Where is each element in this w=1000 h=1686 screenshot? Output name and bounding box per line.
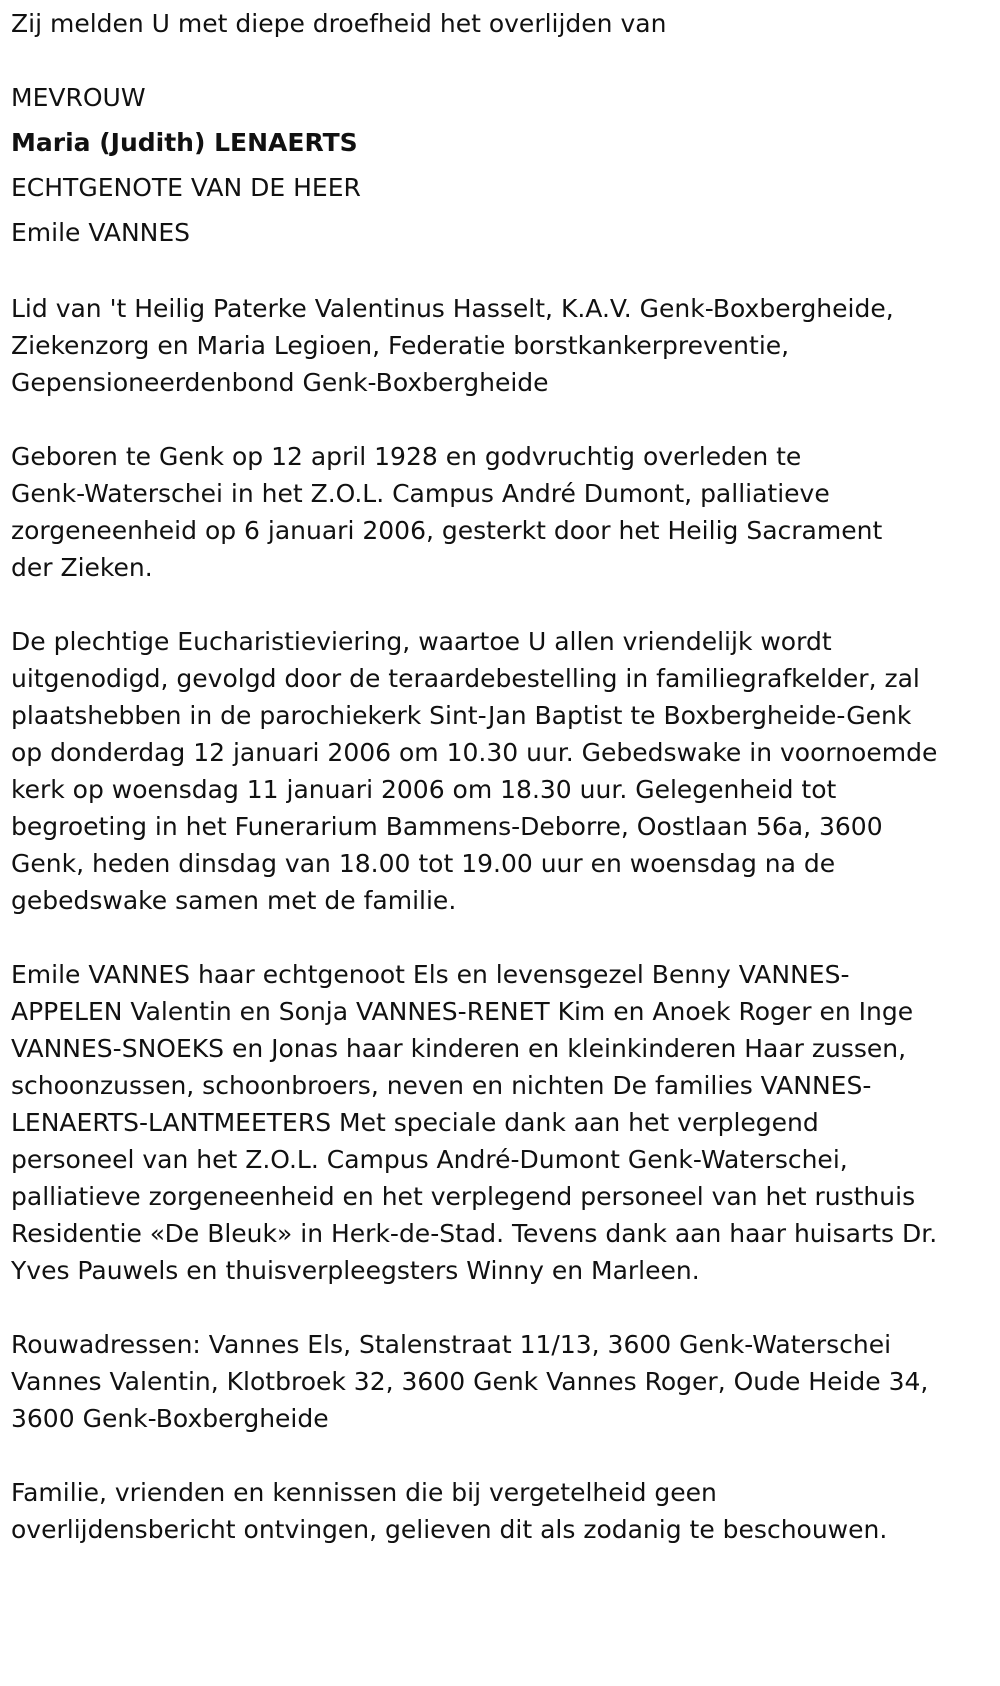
memberships-line: Ziekenzorg en Maria Legioen, Federatie borstkankerpreventie,	[11, 331, 790, 360]
birth-death-line: zorgeneenheid op 6 januari 2006, gesterkt door het Heilig Sacrament	[11, 516, 883, 545]
family-line: LENAERTS-LANTMEETERS Met speciale dank aan het verplegend	[11, 1108, 819, 1137]
family-line: Yves Pauwels en thuisverpleegsters Winny en Marleen.	[11, 1256, 700, 1285]
address-line: Rouwadressen: Vannes Els, Stalenstraat 11/13, 3600 Genk-Waterschei	[11, 1330, 892, 1359]
address-line: 3600 Genk-Boxbergheide	[11, 1404, 329, 1433]
family-line: schoonzussen, schoonbroers, neven en nichten De families VANNES-	[11, 1071, 872, 1100]
closing-line: overlijdensbericht ontvingen, gelieven dit als zodanig te beschouwen.	[11, 1515, 888, 1544]
closing-paragraph	[11, 1473, 996, 1547]
family-line: palliatieve zorgeneenheid en het verplegend personeel van het rusthuis	[11, 1182, 916, 1211]
deceased-name: Maria (Judith) LENAERTS	[11, 128, 358, 157]
family-line: VANNES-SNOEKS en Jonas haar kinderen en kleinkinderen Haar zussen,	[11, 1034, 907, 1063]
ceremony-paragraph	[11, 622, 996, 918]
memberships-line: Lid van 't Heilig Paterke Valentinus Hasselt, K.A.V. Genk-Boxbergheide,	[11, 294, 894, 323]
ceremony-line: gebedswake samen met de familie.	[11, 886, 457, 915]
deceased-title: MEVROUW	[11, 83, 146, 112]
ceremony-line: kerk op woensdag 11 januari 2006 om 18.30 uur. Gelegenheid tot	[11, 775, 837, 804]
family-line: personeel van het Z.O.L. Campus André-Dumont Genk-Waterschei,	[11, 1145, 848, 1174]
obituary-document	[11, 0, 996, 1547]
birth-death-line: Geboren te Genk op 12 april 1928 en godvruchtig overleden te	[11, 442, 802, 471]
family-paragraph	[11, 955, 996, 1288]
deceased-spouse: Emile VANNES	[11, 218, 191, 247]
closing-line: Familie, vrienden en kennissen die bij vergetelheid geen	[11, 1478, 717, 1507]
intro-line: Zij melden U met diepe droefheid het overlijden van	[11, 9, 667, 38]
ceremony-line: plaatshebben in de parochiekerk Sint-Jan Baptist te Boxbergheide-Genk	[11, 701, 912, 730]
family-line: Emile VANNES haar echtgenoot Els en levensgezel Benny VANNES-	[11, 960, 850, 989]
family-line: APPELEN Valentin en Sonja VANNES-RENET Kim en Anoek Roger en Inge	[11, 997, 914, 1026]
birth-death-paragraph	[11, 437, 996, 585]
addresses-paragraph	[11, 1325, 996, 1436]
intro-paragraph	[11, 4, 996, 44]
ceremony-line: De plechtige Eucharistieviering, waartoe U allen vriendelijk wordt	[11, 627, 832, 656]
ceremony-line: uitgenodigd, gevolgd door de teraardebestelling in familiegrafkelder, zal	[11, 664, 920, 693]
ceremony-line: Genk, heden dinsdag van 18.00 tot 19.00 uur en woensdag na de	[11, 849, 836, 878]
ceremony-line: begroeting in het Funerarium Bammens-Deborre, Oostlaan 56a, 3600	[11, 812, 883, 841]
deceased-relation: ECHTGENOTE VAN DE HEER	[11, 173, 361, 202]
birth-death-line: Genk-Waterschei in het Z.O.L. Campus André Dumont, palliatieve	[11, 479, 830, 508]
memberships-paragraph	[11, 289, 996, 400]
birth-death-line: der Zieken.	[11, 553, 153, 582]
family-line: Residentie «De Bleuk» in Herk-de-Stad. Tevens dank aan haar huisarts Dr.	[11, 1219, 938, 1248]
ceremony-line: op donderdag 12 januari 2006 om 10.30 uur. Gebedswake in voornoemde	[11, 738, 938, 767]
memberships-line: Gepensioneerdenbond Genk-Boxbergheide	[11, 368, 549, 397]
deceased-block	[11, 78, 996, 258]
address-line: Vannes Valentin, Klotbroek 32, 3600 Genk Vannes Roger, Oude Heide 34,	[11, 1367, 929, 1396]
